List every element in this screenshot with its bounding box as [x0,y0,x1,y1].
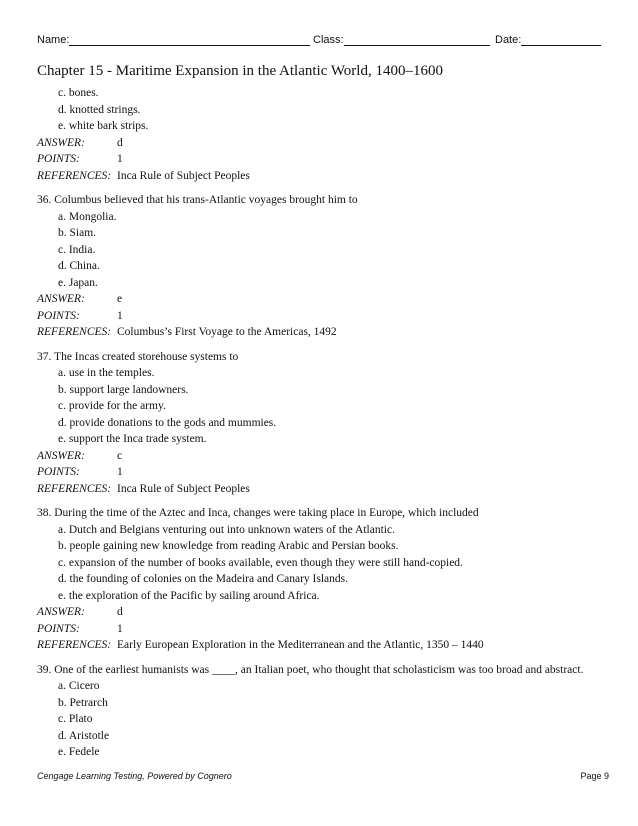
references-value: Early European Exploration in the Mediterranean and the Atlantic, 1350 – 1440 [117,639,484,651]
name-label: Name: [37,34,70,46]
references-value: Inca Rule of Subject Peoples [117,482,250,495]
answer-option: d. knotted strings. [58,103,141,116]
answer-option: b. Petrarch [58,696,108,709]
answer-option: c. bones. [58,87,99,99]
answer-label: ANSWER: [37,606,85,618]
answer-option: a. Dutch and Belgians venturing out into unknown waters of the Atlantic. [58,523,395,536]
references-value: Inca Rule of Subject Peoples [117,169,250,182]
question-stem: 37. The Incas created storehouse systems to [37,350,239,363]
page-number: Page 9 [580,771,609,781]
answer-option: e. support the Inca trade system. [58,433,207,445]
question-list [37,85,607,761]
answer-option: c. expansion of the number of books available, even though they were still hand-copied. [58,556,463,569]
points-label: POINTS: [37,309,80,322]
answer-value: e [117,293,123,305]
answer-label: ANSWER: [37,449,85,462]
answer-option: a. use in the temples. [58,367,155,379]
references-label: REFERENCES: [37,169,112,182]
answer-option: e. Japan. [58,276,98,289]
references-row [37,324,607,341]
references-row [37,168,607,185]
answer-value: d [117,136,123,149]
references-label: REFERENCES: [37,639,112,651]
answer-option: b. support large landowners. [58,383,189,396]
answer-option: d. provide donations to the gods and mummies. [58,416,277,429]
references-value: Columbus’s First Voyage to the Americas, 1492 [117,326,337,338]
points-value: 1 [117,153,123,165]
points-row [37,621,607,638]
name-blank-line [69,34,310,46]
points-value: 1 [117,622,123,635]
answer-option: d. China. [58,260,100,272]
answer-option: d. Aristotle [58,729,110,742]
answer-row [37,291,607,308]
class-field [313,34,490,46]
answer-option: b. Siam. [58,227,97,239]
points-value: 1 [117,466,123,478]
answer-label: ANSWER: [37,293,85,305]
points-row [37,308,607,325]
date-field [495,34,601,46]
answer-option: c. India. [58,243,96,256]
references-row [37,637,607,654]
question-block [37,505,607,654]
page-footer [37,771,609,785]
answer-option: c. Plato [58,713,93,725]
references-row [37,481,607,498]
answer-value: c [117,449,123,462]
points-row [37,151,607,168]
class-label: Class: [313,34,344,46]
points-label: POINTS: [37,153,80,165]
answer-option: a. Mongolia. [58,210,117,223]
date-blank-line [521,34,601,46]
references-label: REFERENCES: [37,482,112,495]
question-block [37,662,607,761]
answer-option: b. people gaining new knowledge from reading Arabic and Persian books. [58,540,399,552]
name-field [37,34,310,46]
footer-publisher: Cengage Learning Testing, Powered by Cognero [37,771,232,781]
question-stem: 39. One of the earliest humanists was ____, an Italian poet, who thought that scholasticism was too broad and abstract. [37,663,584,676]
answer-option: c. provide for the army. [58,400,166,412]
answer-row [37,604,607,621]
question-stem: 38. During the time of the Aztec and Inca, changes were taking place in Europe, which included [37,507,479,519]
points-label: POINTS: [37,622,80,635]
question-stem: 36. Columbus believed that his trans-Atlantic voyages brought him to [37,194,358,206]
date-label: Date: [495,34,522,46]
question-block [37,192,607,341]
answer-value: d [117,606,123,618]
references-label: REFERENCES: [37,326,112,338]
answer-option: d. the founding of colonies on the Madeira and Canary Islands. [58,573,348,585]
answer-option: a. Cicero [58,680,100,692]
class-blank-line [344,34,490,46]
points-row [37,464,607,481]
chapter-title: Chapter 15 - Maritime Expansion in the Atlantic World, 1400–1600 [37,63,443,79]
answer-option: e. white bark strips. [58,120,149,132]
points-value: 1 [117,309,123,322]
answer-option: e. Fedele [58,746,100,758]
answer-row [37,135,607,152]
points-label: POINTS: [37,466,80,478]
student-info-header [37,34,603,50]
answer-row [37,448,607,465]
question-block [37,349,607,498]
answer-label: ANSWER: [37,136,85,149]
question-block [37,85,607,184]
answer-option: e. the exploration of the Pacific by sailing around Africa. [58,589,320,602]
